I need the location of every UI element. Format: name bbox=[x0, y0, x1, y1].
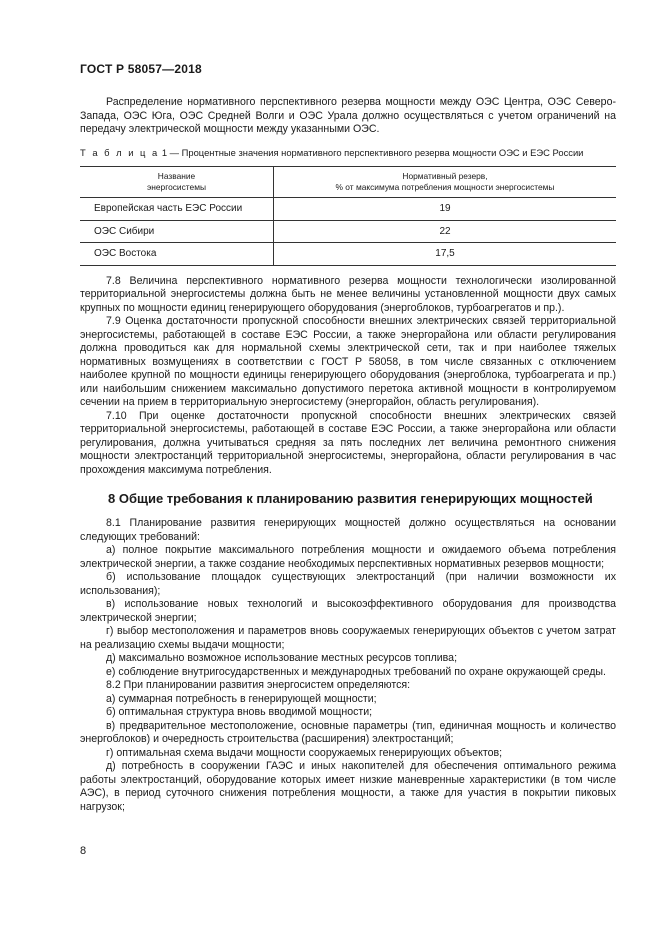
table-row bbox=[80, 220, 616, 243]
table-row bbox=[80, 243, 616, 266]
table-header-reserve: Нормативный резерв, % от максимума потребления мощности энергосистемы bbox=[274, 167, 617, 198]
list-item: в) использование новых технологий и высокоэффективного оборудования для производства электрической энергии; bbox=[80, 598, 616, 624]
table-cell-value: 17,5 bbox=[274, 243, 617, 266]
table-caption-text: 1 — Процентные значения нормативного перспективного резерва мощности ОЭС и ЕЭС России bbox=[161, 146, 584, 158]
list-item: г) оптимальная схема выдачи мощности сооружаемых генерирующих объектов; bbox=[106, 746, 503, 759]
table-cell-name: ОЭС Сибири bbox=[80, 220, 274, 243]
table-cell-value: 19 bbox=[274, 198, 617, 221]
table-caption bbox=[80, 146, 616, 160]
list-item: г) выбор местоположения и параметров вновь сооружаемых генерирующих объектов с учетом затрат на реализацию схемы выдачи мощности; bbox=[80, 625, 616, 651]
list-item: е) соблюдение внутригосударственных и международных требований по охране окружающей среды. bbox=[106, 665, 606, 678]
list-item: д) потребность в сооружении ГАЭС и иных накопителей для обеспечения оптимального режима работы электростанций, оборудование которых имеет низкие маневренные характеристики (в том числе АЭС), в период суточного снижения потребления мощности, а также для участия в покрытии пиковых нагрузок; bbox=[80, 760, 616, 813]
paragraph-7-9: 7.9 Оценка достаточности пропускной способности внешних электрических связей территориальной энергосистемы, работающей в составе ЕЭС России, а также энергорайона или области регулирования должна проводиться как для нормальной схемы электрической сети, так и при наиболее тяжелых нормативных возмущениях в соответствии с ГОСТ Р 58058, в том числе связанных с отключением наиболее крупной по мощности единицы генерирующего оборудования (энергоблока, турбоагрегата и пр.) или наибольшим снижением максимально допустимого перетока активной мощности в контролируемом сечении на прием в территориальную энергосистему (энергорайон, область регулирования). bbox=[80, 315, 616, 408]
list-item: д) максимально возможное использование местных ресурсов топлива; bbox=[106, 652, 458, 664]
table-cell-name: ОЭС Востока bbox=[80, 243, 274, 266]
table-caption-label: Т а б л и ц а bbox=[80, 146, 160, 158]
list-item: б) использование площадок существующих электростанций (при наличии возможности их использования); bbox=[80, 571, 616, 597]
table-row bbox=[80, 198, 616, 221]
section-8-title: 8 Общие требования к планированию развития генерирующих мощностей bbox=[108, 491, 593, 506]
table-header-name: Название энергосистемы bbox=[80, 167, 274, 198]
list-item: а) полное покрытие максимального потребления мощности и ожидаемого объема потребления электрической энергии, а также создание необходимых перспективных нормативных резервов мощности; bbox=[80, 544, 616, 570]
paragraph-7-8: 7.8 Величина перспективного нормативного резерва мощности технологически изолированной территориальной энергосистемы должна быть не менее величины установленной мощности двух самых крупных по мощности единиц генерирующего оборудования (энергоблоков, турбоагрегатов и пр.). bbox=[80, 274, 616, 314]
paragraph-8-1: 8.1 Планирование развития генерирующих мощностей должно осуществляться на основании следующих требований: bbox=[80, 517, 616, 543]
table-cell-name: Европейская часть ЕЭС России bbox=[80, 198, 274, 221]
reserve-table bbox=[80, 166, 616, 266]
intro-paragraph: Распределение нормативного перспективного резерва мощности между ОЭС Центра, ОЭС Северо-Запада, ОЭС Юга, ОЭС Средней Волги и ОЭС Урала должно осуществляться с учетом ограничений на передачу электрической мощности между указанными ОЭС. bbox=[80, 96, 616, 135]
table-cell-value: 22 bbox=[274, 220, 617, 243]
table-header-row bbox=[80, 167, 616, 198]
document-header: ГОСТ Р 58057—2018 bbox=[80, 62, 202, 76]
paragraph-7-10: 7.10 При оценке достаточности пропускной способности внешних электрических связей территориальной энергосистемы, работающей в составе ЕЭС России, а также энергорайона или области регулирования, должна учитываться средняя за пять последних лет величина ремонтного снижения мощности электростанций территориальной энергосистемы, энергорайона, области регулирования в час прохождения максимума потребления. bbox=[80, 409, 616, 476]
list-item: а) суммарная потребность в генерирующей мощности; bbox=[106, 692, 377, 705]
list-item: в) предварительное местоположение, основные параметры (тип, единичная мощность и количество энергоблоков) и очередность строительства (расширения) электростанций; bbox=[80, 719, 616, 745]
list-item: б) оптимальная структура вновь вводимой мощности; bbox=[106, 706, 373, 718]
page-content bbox=[80, 96, 616, 814]
page-number: 8 bbox=[80, 845, 87, 857]
paragraph-8-2: 8.2 При планировании развития энергосистем определяются: bbox=[106, 679, 411, 691]
